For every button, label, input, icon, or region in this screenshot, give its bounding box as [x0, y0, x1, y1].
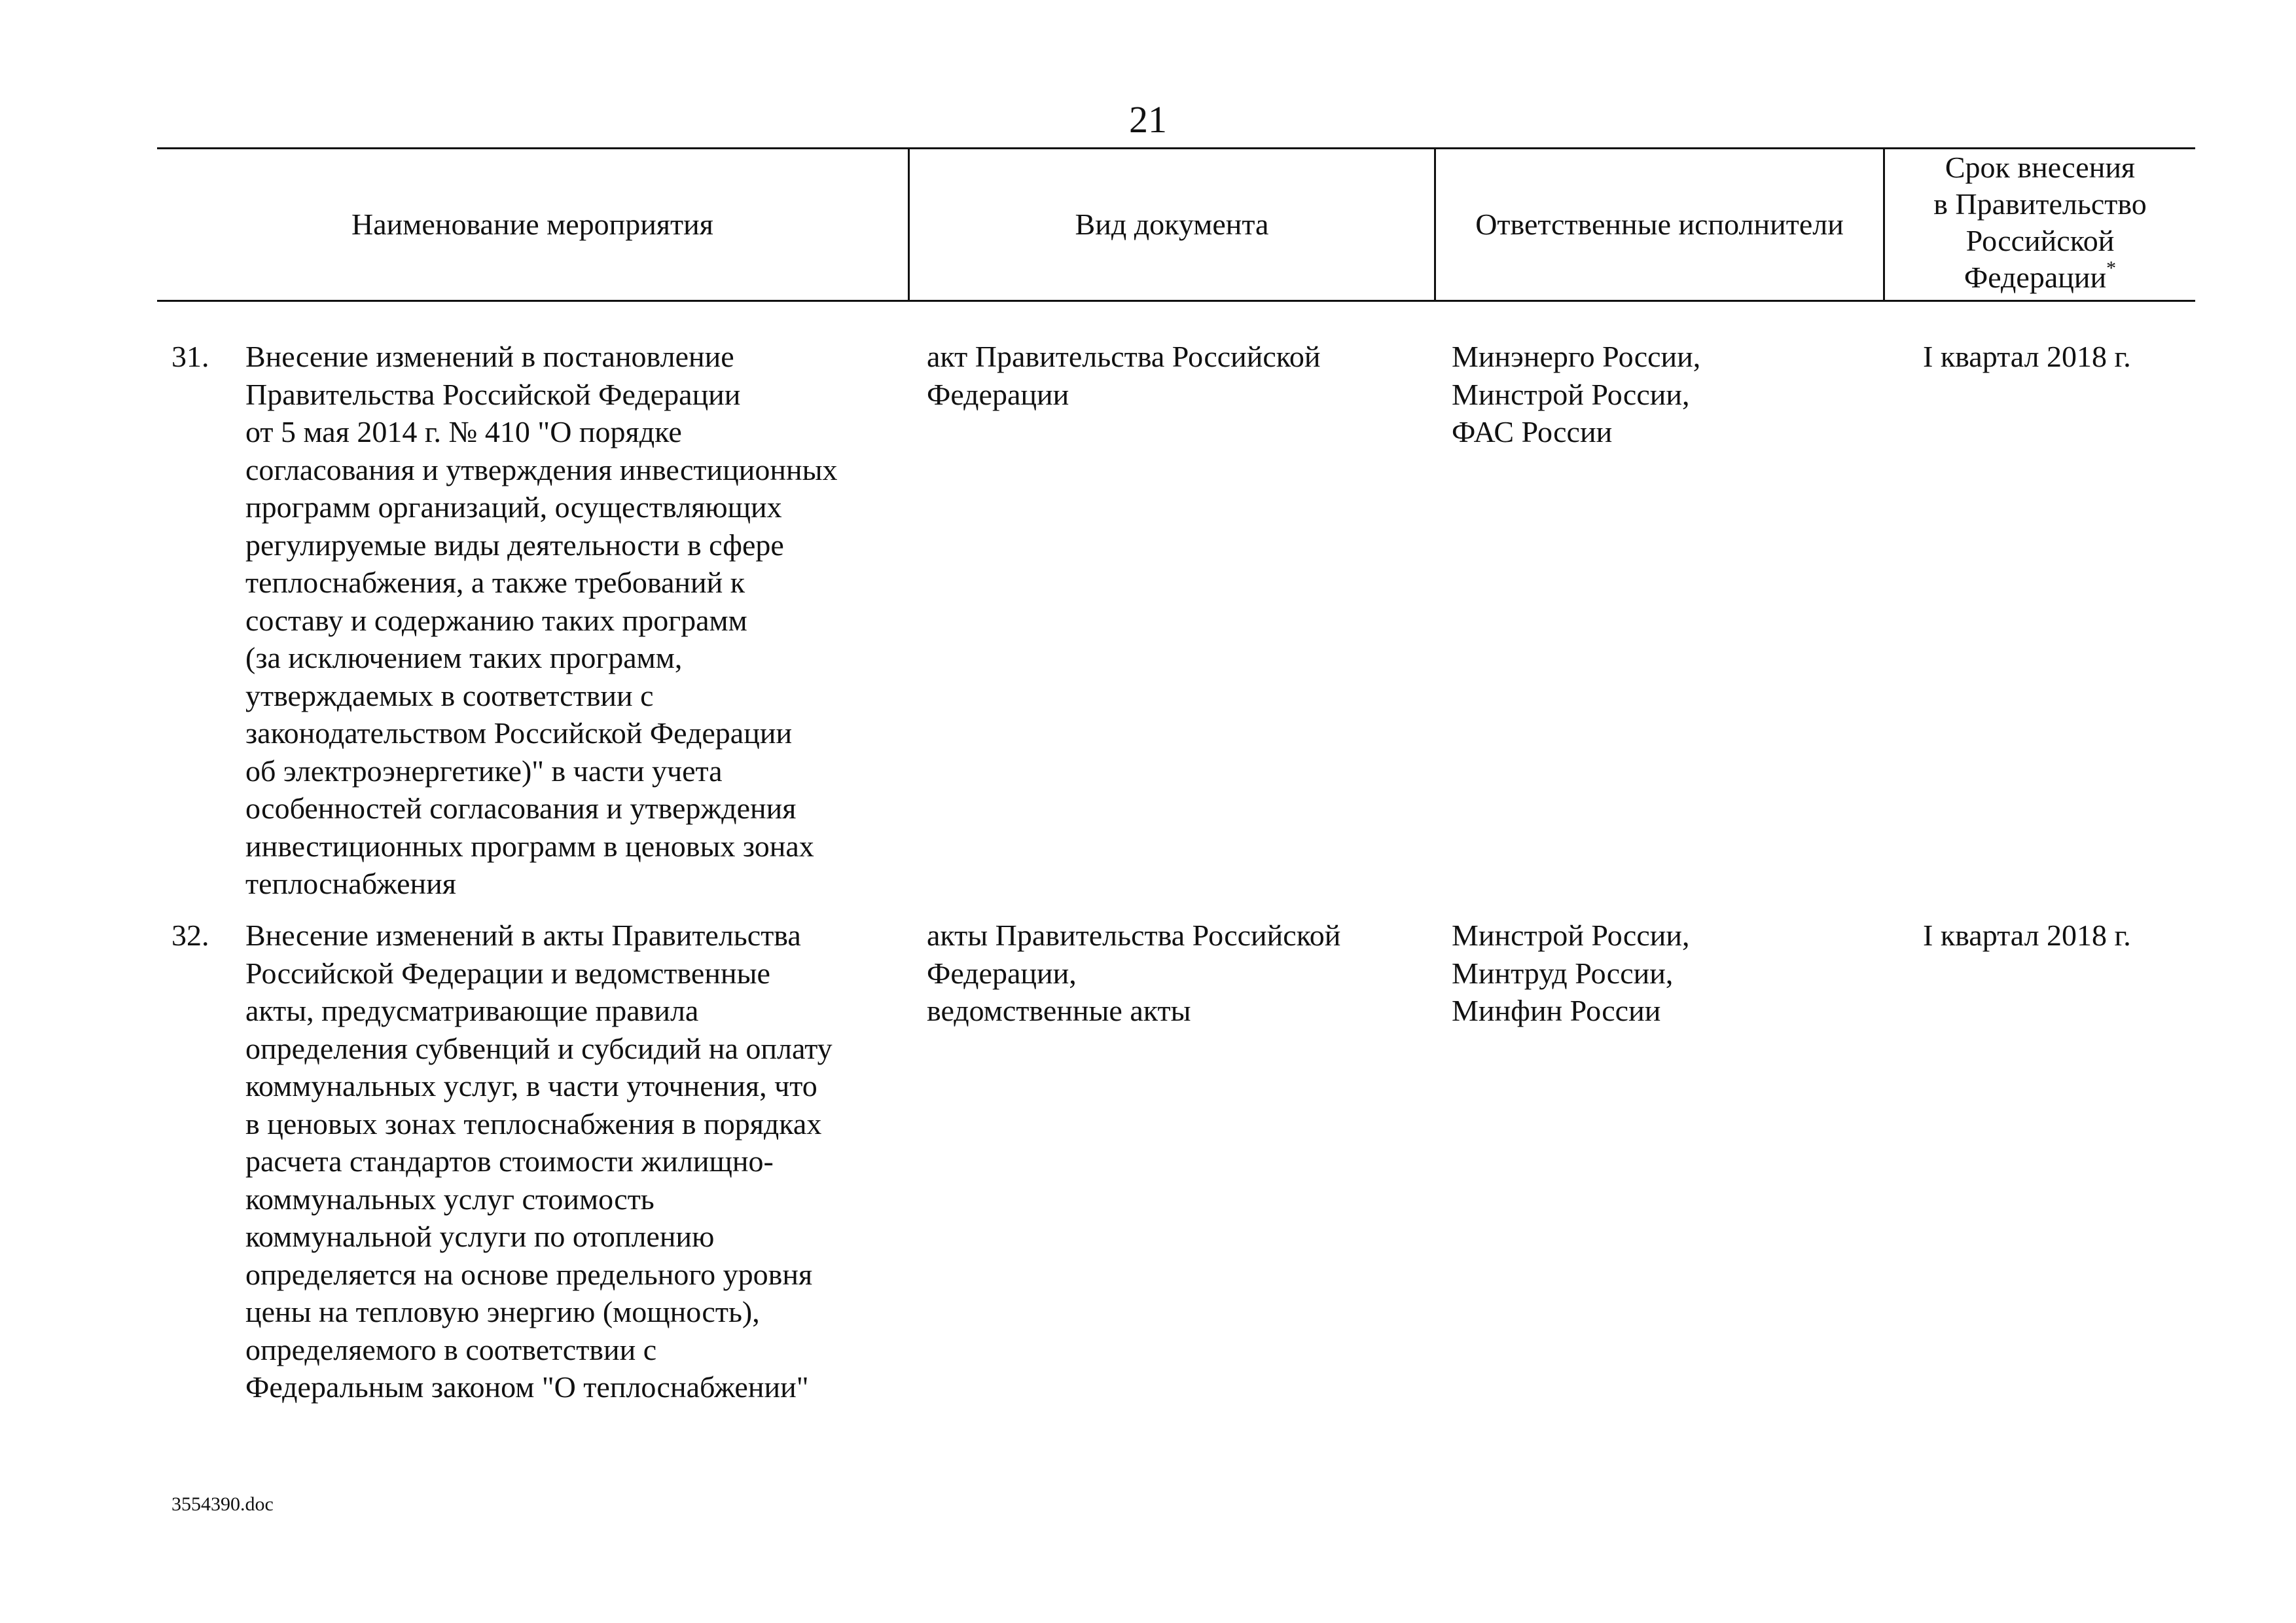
row-responsible: Минстрой России, Минтруд России, Минфин России	[1452, 919, 1690, 1027]
header-doc-type-label: Вид документа	[1075, 208, 1269, 241]
row-responsible: Минэнерго России, Минстрой России, ФАС России	[1452, 340, 1701, 448]
header-deadline-label	[1933, 149, 2147, 300]
document-code: 3554390.doc	[171, 1493, 274, 1515]
row-activity-name: Внесение изменений в постановление Правительства Российской Федерации от 5 мая 2014 г. № 410 "О порядке согласования и утверждения инвестиционных программ организаций, осуществляющих регулируемые виды деятельности в сфере теплоснабжения, а также требований к составу и содержанию таких программ (за исключением таких программ, утверждаемых в соответствии с законодательством Российской Федерации об электроэнергетике)" в части учета особенностей согласования и утверждения инвестиционных программ в ценовых зонах теплоснабжения	[245, 340, 838, 900]
row-deadline: I квартал 2018 г.	[1923, 919, 2131, 952]
page-number: 21	[1129, 98, 1167, 141]
header-doc-type	[910, 149, 1434, 300]
row-activity-name: Внесение изменений в акты Правительства Российской Федерации и ведомственные акты, предусматривающие правила определения субвенций и субсидий на оплату коммунальных услуг, в части уточнения, что в ценовых зонах теплоснабжения в порядках расчета стандартов стоимости жилищно- коммунальных услуг стоимость коммунальной услуги по отоплению определяется на основе предельного уровня цены на тепловую энергию (мощность), определяемого в соответствии с Федеральным законом "О теплоснабжении"	[245, 919, 833, 1404]
header-responsible	[1436, 149, 1883, 300]
header-name	[157, 149, 908, 300]
row-document-type: акты Правительства Российской Федерации, ведомственные акты	[927, 919, 1341, 1027]
row-number: 31.	[171, 340, 209, 373]
header-name-label: Наименование мероприятия	[351, 208, 713, 241]
row-deadline: I квартал 2018 г.	[1923, 340, 2131, 373]
header-deadline-footnote-mark: *	[2106, 257, 2117, 279]
table-header-rule	[157, 300, 2195, 302]
header-responsible-label: Ответственные исполнители	[1475, 208, 1844, 241]
row-document-type: акт Правительства Российской Федерации	[927, 340, 1321, 411]
header-deadline-text: Срок внесения в Правительство Российской Федерации	[1933, 151, 2147, 294]
header-deadline	[1885, 149, 2195, 300]
row-number: 32.	[171, 919, 209, 952]
